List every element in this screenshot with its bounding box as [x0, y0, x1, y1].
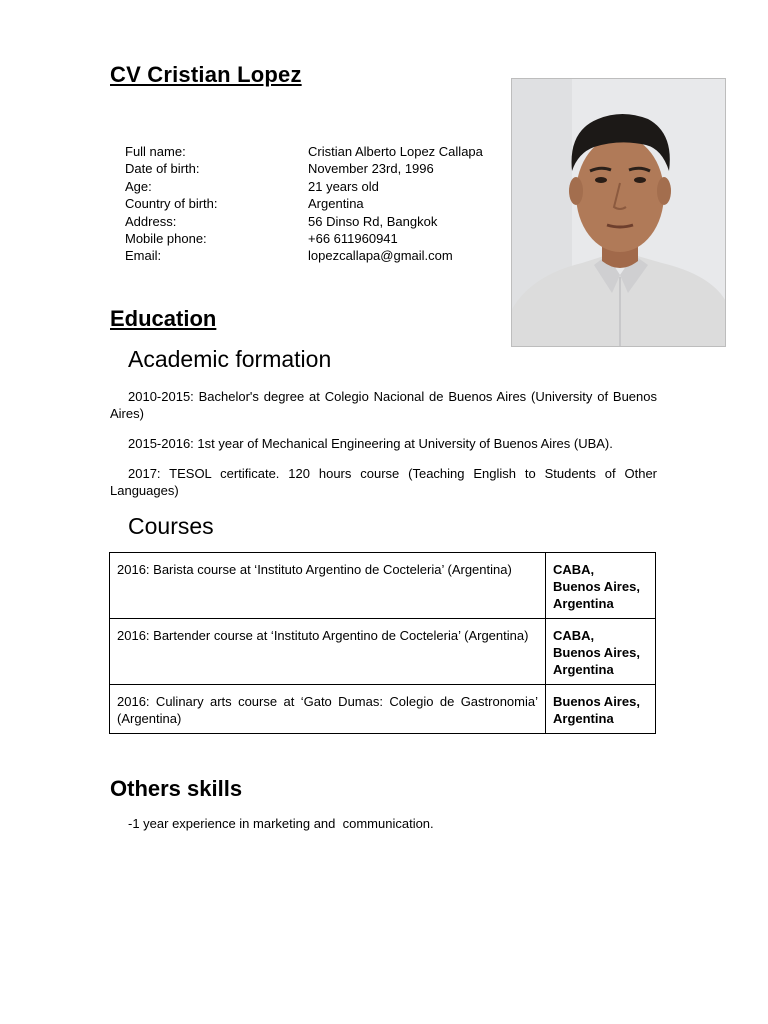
- course-location-line: CABA,: [553, 562, 595, 577]
- course-location: [546, 685, 656, 734]
- info-row-full-name: [125, 143, 483, 160]
- info-label: Email:: [125, 248, 162, 264]
- course-location-line: Argentina: [553, 596, 614, 611]
- education-heading: Education: [110, 306, 217, 331]
- info-row-date-of-birth: [125, 160, 483, 177]
- academic-formation-heading: Academic formation: [128, 346, 332, 372]
- info-value: 56 Dinso Rd, Bangkok: [308, 213, 438, 229]
- course-location: [546, 553, 656, 619]
- courses-table: [109, 552, 656, 734]
- info-label: Date of birth:: [125, 161, 200, 177]
- other-skills-heading: Others skills: [110, 776, 243, 801]
- course-location: [546, 619, 656, 685]
- courses-heading: Courses: [128, 513, 214, 539]
- info-label: Mobile phone:: [125, 230, 207, 246]
- info-label: Address:: [125, 213, 177, 229]
- info-row-address: [125, 213, 483, 230]
- info-label: Full name:: [125, 144, 186, 159]
- course-description: 2016: Culinary arts course at ‘Gato Dumas: Colegio de Gastronomia’ (Argentina): [110, 685, 546, 734]
- course-row: [110, 619, 656, 685]
- course-row: [110, 685, 656, 734]
- info-value: 21 years old: [308, 178, 379, 194]
- course-location-line: Buenos Aires,: [553, 579, 640, 594]
- course-location-line: CABA,: [553, 628, 595, 643]
- course-location-line: Argentina: [553, 711, 614, 726]
- info-row-age: [125, 178, 483, 195]
- profile-photo: [511, 78, 726, 347]
- course-location-line: Buenos Aires,: [553, 694, 640, 709]
- info-value: Argentina: [308, 196, 364, 212]
- info-row-country-of-birth: [125, 195, 483, 212]
- skill-item: -1 year experience in marketing and communication.: [128, 816, 434, 831]
- info-value: November 23rd, 1996: [308, 161, 434, 177]
- info-label: Age:: [125, 178, 152, 194]
- info-label: Country of birth:: [125, 196, 218, 212]
- academic-item: 2017: TESOL certificate. 120 hours course (Teaching English to Students of Other Languages): [110, 466, 657, 498]
- course-description: 2016: Bartender course at ‘Instituto Argentino de Cocteleria’ (Argentina): [110, 619, 546, 685]
- course-row: [110, 553, 656, 619]
- personal-info-table: [125, 143, 483, 265]
- course-location-line: Buenos Aires,: [553, 645, 640, 660]
- course-description: 2016: Barista course at ‘Instituto Argentino de Cocteleria’ (Argentina): [110, 553, 546, 619]
- academic-item: 2010-2015: Bachelor's degree at Colegio Nacional de Buenos Aires (University of Buenos Aires): [110, 389, 657, 421]
- info-value: Cristian Alberto Lopez Callapa: [308, 144, 483, 159]
- page-title: CV Cristian Lopez: [110, 62, 302, 87]
- info-value: lopezcallapa@gmail.com: [308, 248, 453, 264]
- info-row-email: [125, 247, 483, 264]
- info-row-mobile-phone: [125, 230, 483, 247]
- academic-item: 2015-2016: 1st year of Mechanical Engineering at University of Buenos Aires (UBA).: [128, 436, 613, 451]
- course-location-line: Argentina: [553, 662, 614, 677]
- info-value: +66 611960941: [308, 230, 398, 246]
